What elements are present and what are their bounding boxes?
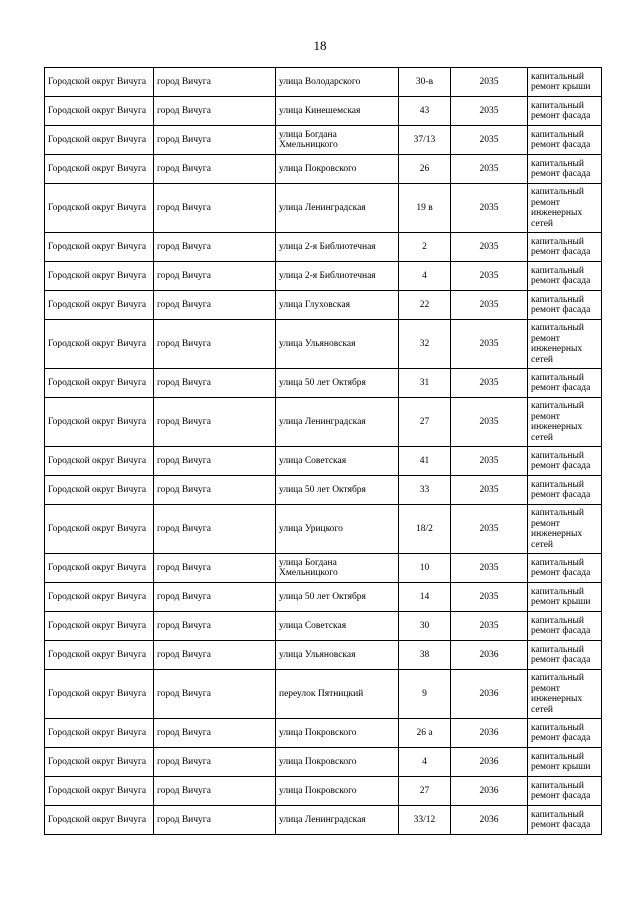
street-cell: улица Богдана Хмельницкого <box>276 554 399 583</box>
street-cell: улица Ленинградская <box>276 184 399 233</box>
table-row <box>45 155 602 184</box>
table-row <box>45 369 602 398</box>
house-number-cell: 27 <box>399 398 451 447</box>
district-cell: Городской округ Вичуга <box>45 184 154 233</box>
district-cell: Городской округ Вичуга <box>45 126 154 155</box>
year-cell: 2035 <box>451 126 528 155</box>
house-number-cell: 38 <box>399 641 451 670</box>
street-cell: улица Володарского <box>276 68 399 97</box>
city-cell: город Вичуга <box>154 583 276 612</box>
street-cell: улица Урицкого <box>276 505 399 554</box>
house-number-cell: 2 <box>399 233 451 262</box>
year-cell: 2035 <box>451 291 528 320</box>
house-number-cell: 9 <box>399 670 451 719</box>
house-number-cell: 30 <box>399 612 451 641</box>
city-cell: город Вичуга <box>154 670 276 719</box>
year-cell: 2035 <box>451 97 528 126</box>
house-number-cell: 19 в <box>399 184 451 233</box>
year-cell: 2035 <box>451 369 528 398</box>
work-type-cell: капитальный ремонт крыши <box>528 583 602 612</box>
work-type-cell: капитальный ремонт инженерных сетей <box>528 670 602 719</box>
house-number-cell: 33/12 <box>399 806 451 835</box>
city-cell: город Вичуга <box>154 641 276 670</box>
city-cell: город Вичуга <box>154 719 276 748</box>
city-cell: город Вичуга <box>154 398 276 447</box>
table-row <box>45 777 602 806</box>
street-cell: улица Ленинградская <box>276 806 399 835</box>
work-type-cell: капитальный ремонт инженерных сетей <box>528 505 602 554</box>
house-number-cell: 41 <box>399 447 451 476</box>
district-cell: Городской округ Вичуга <box>45 612 154 641</box>
table-row <box>45 184 602 233</box>
street-cell: улица Советская <box>276 612 399 641</box>
district-cell: Городской округ Вичуга <box>45 777 154 806</box>
city-cell: город Вичуга <box>154 233 276 262</box>
city-cell: город Вичуга <box>154 126 276 155</box>
table-row <box>45 670 602 719</box>
city-cell: город Вичуга <box>154 68 276 97</box>
city-cell: город Вичуга <box>154 155 276 184</box>
year-cell: 2035 <box>451 320 528 369</box>
street-cell: улица Ленинградская <box>276 398 399 447</box>
street-cell: улица 50 лет Октября <box>276 583 399 612</box>
work-type-cell: капитальный ремонт фасада <box>528 777 602 806</box>
district-cell: Городской округ Вичуга <box>45 719 154 748</box>
district-cell: Городской округ Вичуга <box>45 748 154 777</box>
city-cell: город Вичуга <box>154 320 276 369</box>
work-type-cell: капитальный ремонт фасада <box>528 554 602 583</box>
page-number: 18 <box>313 38 327 53</box>
table-row <box>45 476 602 505</box>
table-row <box>45 262 602 291</box>
year-cell: 2036 <box>451 748 528 777</box>
work-type-cell: капитальный ремонт фасада <box>528 126 602 155</box>
street-cell: улица Покровского <box>276 155 399 184</box>
house-number-cell: 33 <box>399 476 451 505</box>
house-number-cell: 27 <box>399 777 451 806</box>
work-type-cell: капитальный ремонт фасада <box>528 369 602 398</box>
house-number-cell: 32 <box>399 320 451 369</box>
district-cell: Городской округ Вичуга <box>45 641 154 670</box>
year-cell: 2036 <box>451 777 528 806</box>
city-cell: город Вичуга <box>154 505 276 554</box>
district-cell: Городской округ Вичуга <box>45 233 154 262</box>
city-cell: город Вичуга <box>154 447 276 476</box>
city-cell: город Вичуга <box>154 748 276 777</box>
district-cell: Городской округ Вичуга <box>45 68 154 97</box>
table-row <box>45 97 602 126</box>
city-cell: город Вичуга <box>154 612 276 641</box>
work-type-cell: капитальный ремонт инженерных сетей <box>528 398 602 447</box>
year-cell: 2035 <box>451 68 528 97</box>
house-number-cell: 30-в <box>399 68 451 97</box>
house-number-cell: 31 <box>399 369 451 398</box>
street-cell: улица Ульяновская <box>276 320 399 369</box>
house-number-cell: 4 <box>399 262 451 291</box>
district-cell: Городской округ Вичуга <box>45 670 154 719</box>
work-type-cell: капитальный ремонт инженерных сетей <box>528 184 602 233</box>
street-cell: улица Советская <box>276 447 399 476</box>
table-row <box>45 291 602 320</box>
district-cell: Городской округ Вичуга <box>45 806 154 835</box>
district-cell: Городской округ Вичуга <box>45 398 154 447</box>
repair-schedule-table <box>44 67 602 835</box>
year-cell: 2035 <box>451 505 528 554</box>
house-number-cell: 4 <box>399 748 451 777</box>
district-cell: Городской округ Вичуга <box>45 320 154 369</box>
work-type-cell: капитальный ремонт фасада <box>528 612 602 641</box>
work-type-cell: капитальный ремонт фасада <box>528 97 602 126</box>
work-type-cell: капитальный ремонт фасада <box>528 233 602 262</box>
city-cell: город Вичуга <box>154 97 276 126</box>
house-number-cell: 43 <box>399 97 451 126</box>
table-row <box>45 612 602 641</box>
city-cell: город Вичуга <box>154 369 276 398</box>
district-cell: Городской округ Вичуга <box>45 447 154 476</box>
city-cell: город Вичуга <box>154 476 276 505</box>
table-row <box>45 748 602 777</box>
street-cell: улица Покровского <box>276 719 399 748</box>
district-cell: Городской округ Вичуга <box>45 476 154 505</box>
street-cell: улица Кинешемская <box>276 97 399 126</box>
year-cell: 2036 <box>451 806 528 835</box>
city-cell: город Вичуга <box>154 777 276 806</box>
table-row <box>45 233 602 262</box>
table-row <box>45 554 602 583</box>
work-type-cell: капитальный ремонт фасада <box>528 291 602 320</box>
year-cell: 2035 <box>451 233 528 262</box>
street-cell: улица 50 лет Октября <box>276 476 399 505</box>
year-cell: 2035 <box>451 447 528 476</box>
year-cell: 2035 <box>451 583 528 612</box>
work-type-cell: капитальный ремонт инженерных сетей <box>528 320 602 369</box>
year-cell: 2035 <box>451 262 528 291</box>
street-cell: улица Покровского <box>276 748 399 777</box>
district-cell: Городской округ Вичуга <box>45 369 154 398</box>
city-cell: город Вичуга <box>154 806 276 835</box>
street-cell: переулок Пятницкий <box>276 670 399 719</box>
work-type-cell: капитальный ремонт фасада <box>528 641 602 670</box>
year-cell: 2036 <box>451 670 528 719</box>
city-cell: город Вичуга <box>154 291 276 320</box>
year-cell: 2035 <box>451 612 528 641</box>
year-cell: 2035 <box>451 554 528 583</box>
house-number-cell: 26 а <box>399 719 451 748</box>
table-row <box>45 68 602 97</box>
district-cell: Городской округ Вичуга <box>45 505 154 554</box>
street-cell: улица Богдана Хмельницкого <box>276 126 399 155</box>
house-number-cell: 10 <box>399 554 451 583</box>
house-number-cell: 26 <box>399 155 451 184</box>
table-body <box>45 68 602 835</box>
district-cell: Городской округ Вичуга <box>45 155 154 184</box>
city-cell: город Вичуга <box>154 554 276 583</box>
table-row <box>45 398 602 447</box>
street-cell: улица Ульяновская <box>276 641 399 670</box>
city-cell: город Вичуга <box>154 184 276 233</box>
table-row <box>45 583 602 612</box>
street-cell: улица Покровского <box>276 777 399 806</box>
table-row <box>45 641 602 670</box>
city-cell: город Вичуга <box>154 262 276 291</box>
work-type-cell: капитальный ремонт крыши <box>528 748 602 777</box>
table-row <box>45 320 602 369</box>
street-cell: улица 2-я Библиотечная <box>276 262 399 291</box>
table-row <box>45 719 602 748</box>
district-cell: Городской округ Вичуга <box>45 554 154 583</box>
table-row <box>45 505 602 554</box>
year-cell: 2035 <box>451 155 528 184</box>
year-cell: 2036 <box>451 719 528 748</box>
work-type-cell: капитальный ремонт фасада <box>528 476 602 505</box>
year-cell: 2036 <box>451 641 528 670</box>
district-cell: Городской округ Вичуга <box>45 583 154 612</box>
table-row <box>45 447 602 476</box>
table-row <box>45 806 602 835</box>
year-cell: 2035 <box>451 184 528 233</box>
district-cell: Городской округ Вичуга <box>45 291 154 320</box>
year-cell: 2035 <box>451 398 528 447</box>
work-type-cell: капитальный ремонт фасада <box>528 806 602 835</box>
house-number-cell: 22 <box>399 291 451 320</box>
work-type-cell: капитальный ремонт фасада <box>528 719 602 748</box>
house-number-cell: 37/13 <box>399 126 451 155</box>
street-cell: улица 50 лет Октября <box>276 369 399 398</box>
street-cell: улица 2-я Библиотечная <box>276 233 399 262</box>
house-number-cell: 18/2 <box>399 505 451 554</box>
table-row <box>45 126 602 155</box>
house-number-cell: 14 <box>399 583 451 612</box>
work-type-cell: капитальный ремонт фасада <box>528 447 602 476</box>
district-cell: Городской округ Вичуга <box>45 262 154 291</box>
work-type-cell: капитальный ремонт фасада <box>528 262 602 291</box>
district-cell: Городской округ Вичуга <box>45 97 154 126</box>
year-cell: 2035 <box>451 476 528 505</box>
work-type-cell: капитальный ремонт крыши <box>528 68 602 97</box>
street-cell: улица Глуховская <box>276 291 399 320</box>
work-type-cell: капитальный ремонт фасада <box>528 155 602 184</box>
